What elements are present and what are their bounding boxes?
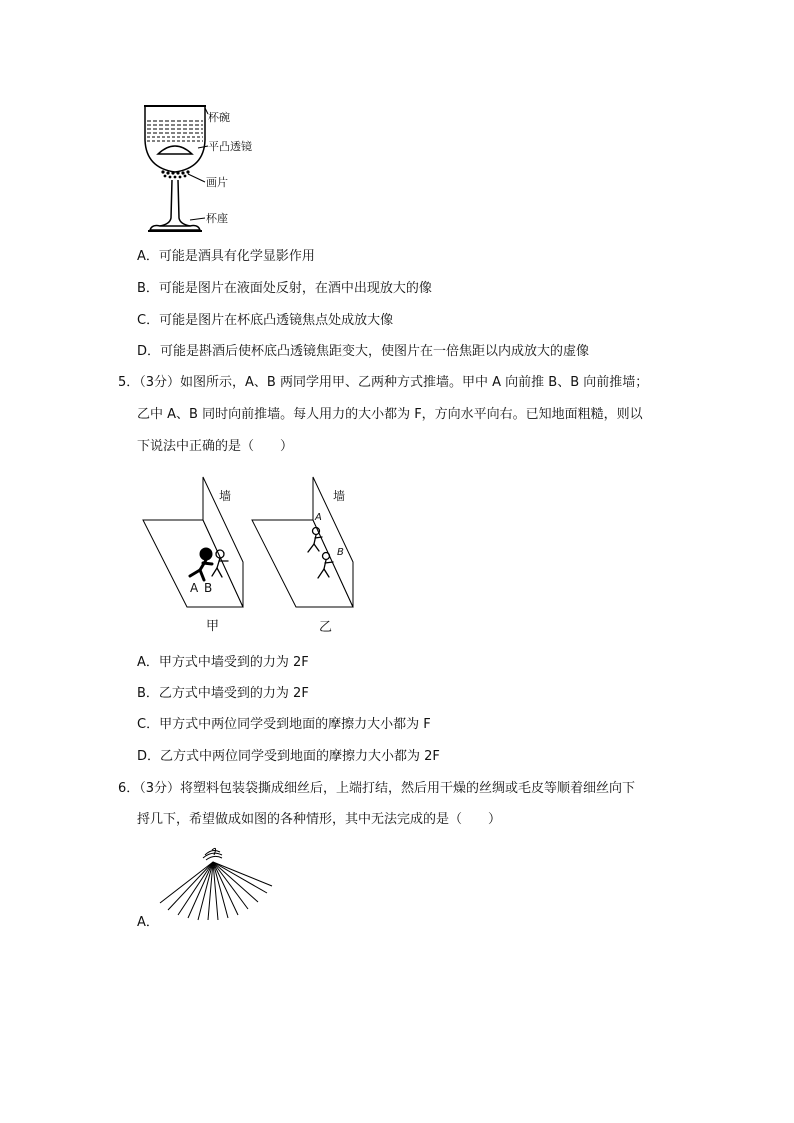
- q6-option-a-label: A．: [137, 915, 159, 930]
- label-picture: 画片: [206, 176, 228, 189]
- person-b-label-right: B: [337, 547, 344, 558]
- q5-option-d: D．乙方式中两位同学受到地面的摩擦力大小都为 2F: [137, 749, 440, 764]
- q4-option-a: A．可能是酒具有化学显影作用: [137, 249, 315, 264]
- label-plano-convex-lens: 平凸透镜: [208, 140, 252, 153]
- q4-option-b: B．可能是图片在液面处反射，在酒中出现放大的像: [137, 281, 432, 296]
- person-a-label-right: A: [315, 512, 322, 523]
- caption-right: 乙: [319, 620, 333, 635]
- q4-option-c: C．可能是图片在杯底凸透镜焦点处成放大像: [137, 313, 394, 328]
- q4-option-d: D．可能是斟酒后使杯底凸透镜焦距变大，使图片在一倍焦距以内成放大的虚像: [137, 344, 590, 359]
- wall-label-right: 墙: [333, 489, 346, 503]
- q5-option-c: C．甲方式中两位同学受到地面的摩擦力大小都为 F: [137, 717, 431, 732]
- label-cup-bowl: 杯碗: [208, 111, 230, 124]
- q6-stem-line-1: 6．（3分）将塑料包装袋撕成细丝后，上端打结，然后用干燥的丝绸或毛皮等顺着细丝向下: [118, 781, 636, 796]
- q5-option-a: A．甲方式中墙受到的力为 2F: [137, 655, 309, 670]
- q5-stem-line-3: 下说法中正确的是（ ）: [137, 439, 294, 454]
- q5-stem-line-1: 5．（3分）如图所示，A、B 两同学用甲、乙两种方式推墙。甲中 A 向前推 B、B 向前推墙；: [118, 375, 649, 390]
- q5-option-b: B．乙方式中墙受到的力为 2F: [137, 686, 309, 701]
- people-label-left: A B: [190, 581, 214, 595]
- wall-label-left: 墙: [219, 489, 232, 503]
- q6-stem-line-2: 捋几下，希望做成如图的各种情形，其中无法完成的是（ ）: [137, 812, 502, 827]
- q5-stem-line-2: 乙中 A、B 同时向前推墙。每人用力的大小都为 F，方向水平向右。已知地面粗糙，则以: [137, 407, 643, 422]
- label-cup-base: 杯座: [206, 212, 228, 225]
- caption-left: 甲: [206, 619, 220, 634]
